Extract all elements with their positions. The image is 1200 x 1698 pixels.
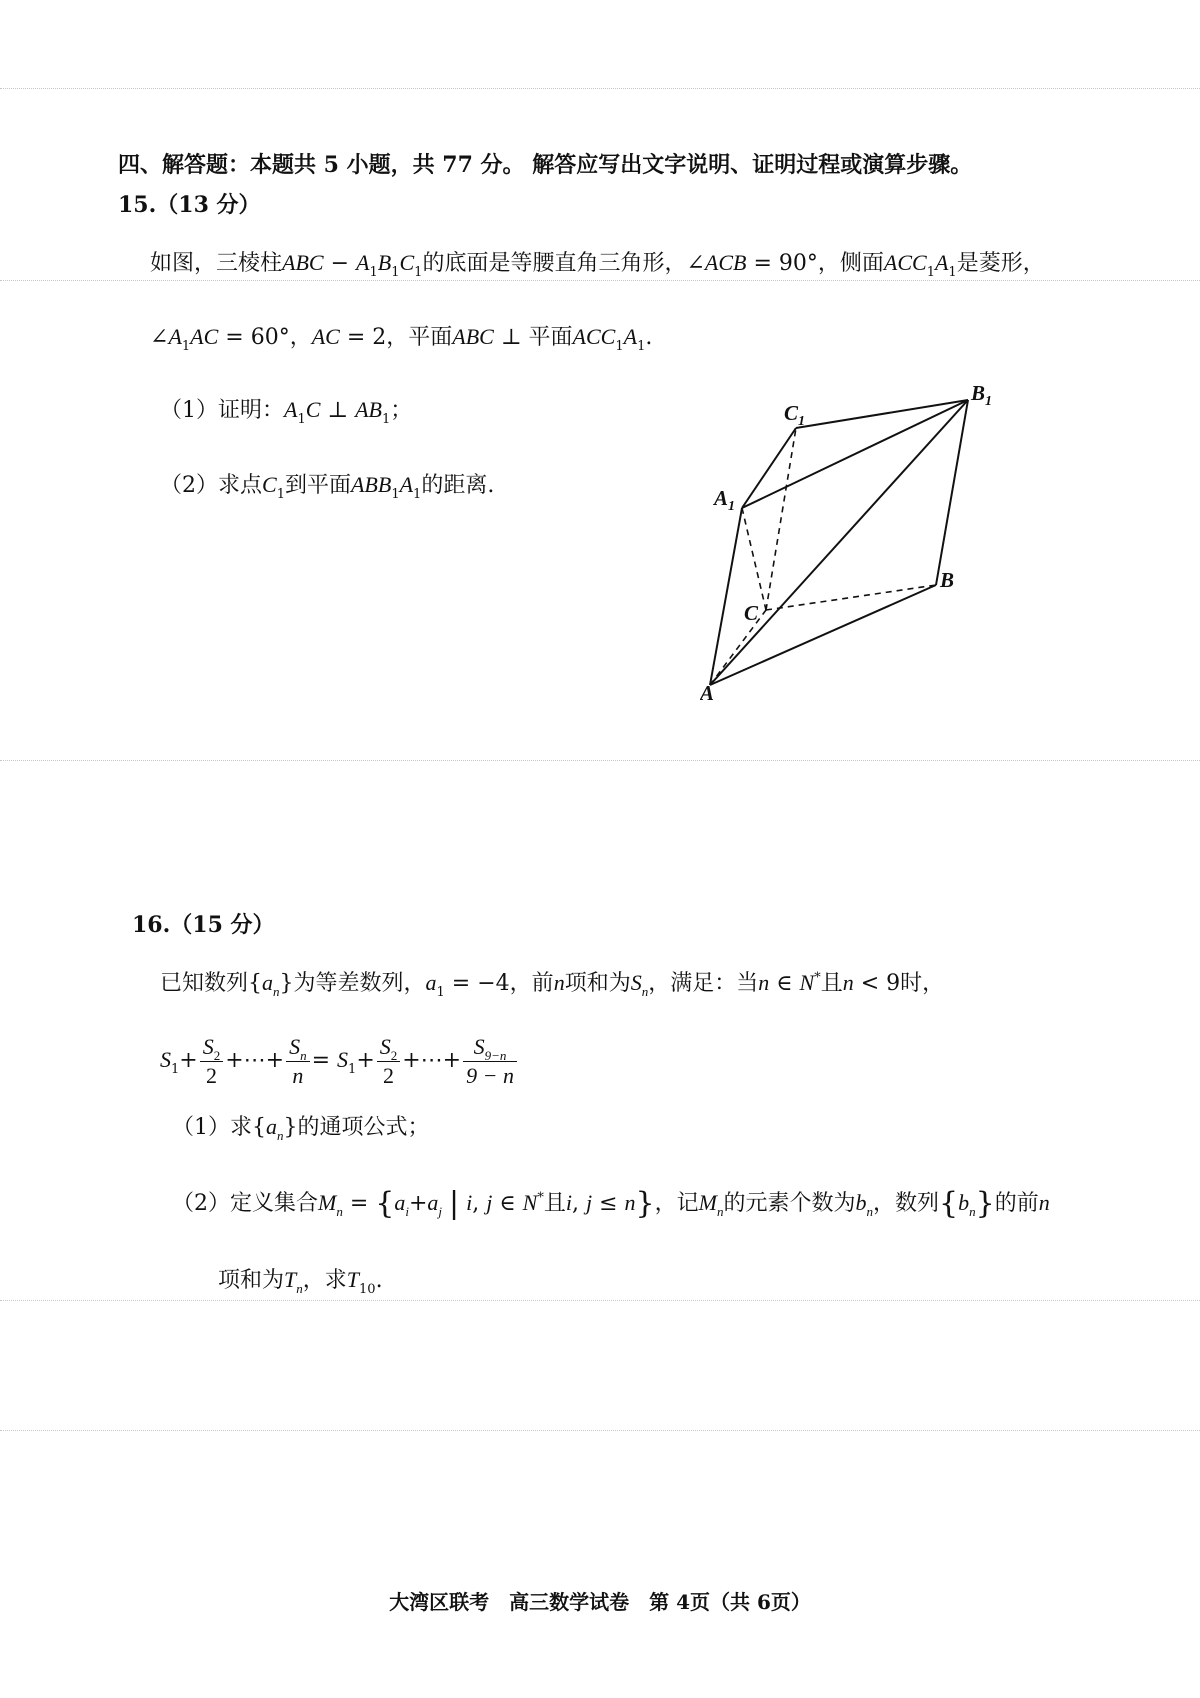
q15-sub2-text: 到平面 [284, 473, 351, 498]
q16-sub2-text: 项和为 [218, 1268, 285, 1293]
scan-line [0, 1300, 1200, 1301]
q15-stem-line2: $\angle A_1AC = 60^\circ$，AC = 2，平面ABC ⊥ 平面$ACC_1A_1$. [150, 324, 653, 355]
edge-A-B1 [710, 400, 968, 685]
scan-line [0, 760, 1200, 761]
q15-sub2-text: 的距离. [421, 473, 495, 498]
section-heading: 四、解答题：本题共 5 小题，共 77 分。 解答应写出文字说明、证明过程或演算步骤。 [118, 152, 973, 178]
q16-sub2-text: 的前 [994, 1191, 1039, 1216]
q16-sub2-line2: 项和为$T_n$，求$T_{10}$. [218, 1267, 383, 1298]
q16-sub1-label: （1）求 [172, 1115, 252, 1140]
q16-sub2-line1: （2）定义集合$M_n = \{a_i+a_j$ | i, j ∈ N*且i, j ≤ n}，记$M_n$的元素个数为$b_n$，数列$\{b_n\}$的前n [172, 1186, 1050, 1221]
q15-stem-text: 的底面是等腰直角三角形， [422, 251, 687, 276]
label-C1: $C_1$ [784, 401, 806, 429]
scan-line [0, 88, 1200, 89]
q16-sub1: （1）求$\{a_n\}$的通项公式； [172, 1114, 430, 1144]
q16-stem-text: 且 [820, 971, 843, 996]
q16-equation: $S_1+$ $\frac{S_2}{2}$ +⋯+ $\frac{S_n}{n}$ = $S_1+$ $\frac{S_2}{2}$ +⋯+ $\frac{S_{9-n}}{9 - n}$ [160, 1030, 519, 1091]
edge-C-B-hidden [766, 585, 936, 610]
q16-sub2-text: ，记 [654, 1191, 699, 1216]
label-A: A [700, 681, 715, 705]
q16-stem-text: ，前 [509, 971, 554, 996]
q15-sub1-label: （1）证明： [160, 398, 284, 423]
edge-C-C1-hidden [766, 428, 796, 610]
q15-sub1: （1）证明：$A_1C$ ⊥ $AB_1$； [160, 397, 413, 428]
label-A1: $A_1$ [714, 486, 736, 514]
q16-stem-text: 项和为 [564, 971, 631, 996]
q15-stem-text: 平面 [528, 325, 573, 350]
q16-sub2-text: 的元素个数为 [723, 1191, 856, 1216]
label-B: B [940, 568, 955, 592]
edge-B1-B [936, 400, 968, 585]
q15-stem-text: 如图，三棱柱 [150, 251, 283, 276]
scan-line [0, 1430, 1200, 1431]
label-B1: $B_1$ [971, 381, 993, 409]
label-C: C [744, 601, 759, 625]
q16-sub2-text: . [375, 1268, 383, 1293]
q16-sub2-text: ，数列 [873, 1191, 940, 1216]
q15-number: 15.（13 分） [118, 192, 261, 218]
q15-sub2: （2）求点$C_1$到平面$ABB_1A_1$的距离. [160, 472, 495, 503]
edge-B-A [710, 585, 936, 685]
q16-stem-text: 为等差数列， [293, 971, 426, 996]
q16-sub1-text: 的通项公式； [297, 1115, 430, 1140]
q16-stem-text: ，满足：当 [648, 971, 759, 996]
edge-A1-C-hidden [742, 508, 766, 610]
q15-sub2-label: （2）求点 [160, 473, 262, 498]
q15-stem-text: ，平面 [386, 325, 453, 350]
q16-stem-text: 已知数列 [160, 971, 249, 996]
q16-sub2-text: ，求 [302, 1268, 347, 1293]
prism-figure [700, 380, 1060, 710]
scan-line [0, 280, 1200, 281]
q16-sub2-label: （2）定义集合 [172, 1191, 318, 1216]
q15-stem-line1: 如图，三棱柱ABC − $A_1B_1C_1$的底面是等腰直角三角形，∠ACB = 90°，侧面$ACC_1A_1$是菱形， [150, 250, 1045, 281]
q15-stem-text: ，侧面 [817, 251, 884, 276]
edge-C1-B1 [796, 400, 968, 428]
page-footer: 大湾区联考 高三数学试卷 第 4页（共 6页） [389, 1590, 811, 1614]
q16-number: 16.（15 分） [132, 912, 275, 938]
edge-A1-B1 [742, 400, 968, 508]
q16-stem-line1: 已知数列$\{a_n\}$为等差数列，$a_1 = -4$，前n项和为$S_n$，满足：当n ∈ N*且n < 9时， [160, 970, 945, 1001]
q16-stem-text: 时， [900, 971, 945, 996]
q16-sub2-text: 且 [543, 1191, 566, 1216]
edge-A-A1 [710, 508, 742, 685]
q15-stem-text: 是菱形， [956, 251, 1045, 276]
